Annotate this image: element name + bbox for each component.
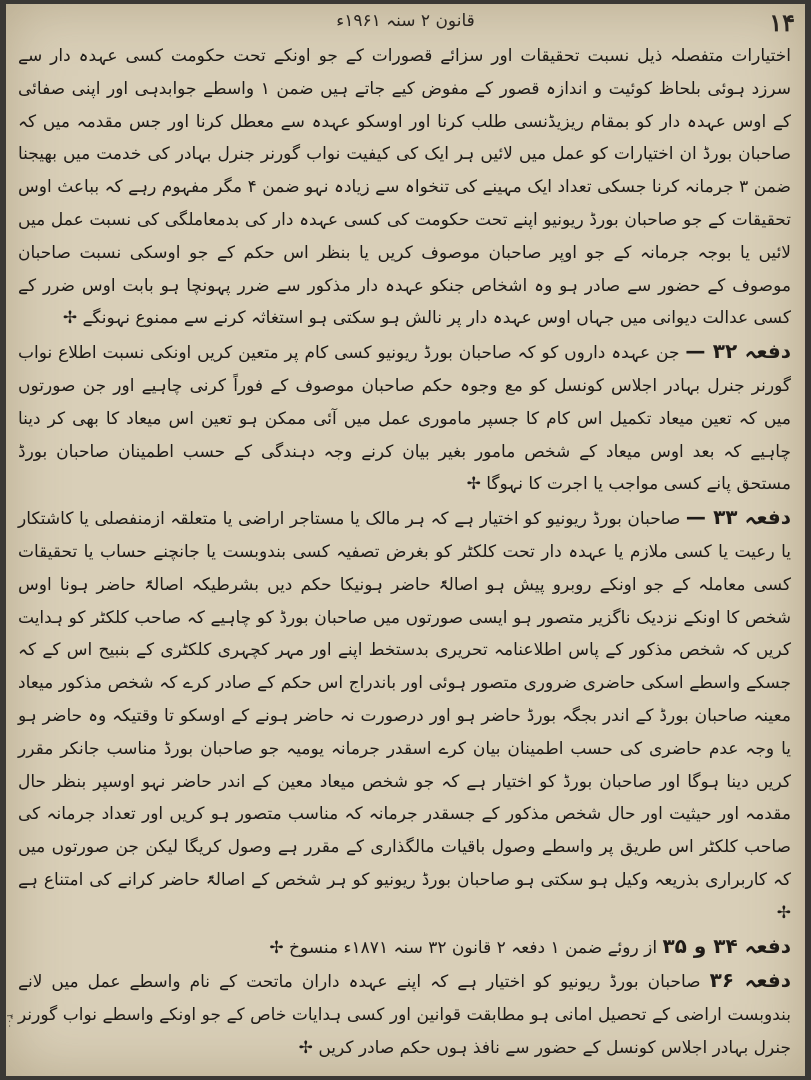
section-paragraph (18, 501, 791, 929)
section-paragraph (18, 335, 791, 501)
section-label: دفعہ ۳۲ — (685, 339, 791, 364)
section-label: دفعہ ۳۶ (709, 968, 791, 993)
section-text: صاحبان بورڈ ریونیو کو اختیار ہے کہ ہر مالک یا مستاجر اراضی یا متعلقہ ازمنفصلی یا کاشتکار یا رعیت یا کسی ملازم یا عہدہ دار تحت کلکٹر کو بغرض تصفیہ کسی بندوبست یا جانچنے حساب یا تحقیقات کسی معاملہ کے جو اونکے روبرو پیش ہو اصالۃً حاضر ہونیکا حکم دیں بشرطیکہ اصالۃً حاضر ہونا اوس شخص کا اونکے نزدیک ناگزیر متصور ہو ایسی صورتوں میں صاحبان بورڈ کو چاہیے کہ صاحب کلکٹر کو ہدایت کریں کہ شخص مذکور کے پاس اطلاعنامہ تحریری بدستخط اپنے اور مہر کچہری کلکٹری کے بنبیح اس کے کہ جسکے واسطے اسکی حاضری ضروری متصور ہوئی اور باندراج اس حکم کے صادر کرے کہ شخص مذکور میعاد معینہ صاحبان بورڈ کے اندر بجگہ بورڈ حاضر ہو اور درصورت نہ حاضر ہونے کے اوسکو تا وقتیکہ وہ حاضر ہو یا وجہ عدم حاضری کی حسب اطمینان بیان کرے اسقدر جرمانہ یومیہ جو صاحبان بورڈ مناسب جانکر مقرر کریں دینا ہوگا اور صاحبان بورڈ کو اختیار ہے کہ جو شخص میعاد معین کے اندر حاضر نہو اوسپر بنظر حال مقدمہ اور حیثیت اور حال شخص مذکور کے جسقدر جرمانہ کہ مناسب متصور ہو کریں اور تعداد جرمانہ کی صاحب کلکٹر اس طریق پر واسطے وصول باقیات مالگذاری کے مقرر ہے وصول کریگا لیکن جن صورتوں میں کہ کاربراری بذریعہ وکیل ہو سکتی ہو صاحبان بورڈ ریونیو کو ہر شخص کے اصالۃً حاضر کرانے کی امتناع ہے ✢ (18, 509, 791, 923)
section-label: دفعہ ۳۳ — (685, 505, 791, 530)
page-header (6, 8, 805, 38)
margin-note: ۳۰۰ (4, 1014, 14, 1029)
section-paragraph (18, 930, 791, 965)
section-text: صاحبان بورڈ ریونیو کو اختیار ہے کہ اپنے عہدہ داران ماتحت کے نام واسطے عمل میں لانے بندوبست اراضی کے تحصیل امانی ہو مطابقت قوانین اور کسی ہدایات خاص کے جو اونکے واسطے نواب گورنر جنرل بہادر اجلاس کونسل کے حضور سے نافذ ہوں حکم صادر کریں ✢ (18, 972, 791, 1058)
section-text: اختیارات متفصلہ ذیل نسبت تحقیقات اور سزائے قصورات کے جو اونکے تحت حکومت کسی عہدہ دار سے سرزد ہوئی بلحاظ کوئیت و اندازہ قصور کے مفوض کیے جاتے ہیں ضمن ۱ واسطے جوابدہی اور اپنی صفائی کے اوس عہدہ دار کو بمقام ریزیڈنسی طلب کرنا اور اوسکو عہدہ سے معطل کرنا اور جس مقدمہ میں کہ صاحبان بورڈ ان اختیارات کو عمل میں لائیں ہر ایک کی کیفیت نواب گورنر جنرل بہادر کی خدمت میں بھیجنا ضمن ۳ جرمانہ کرنا جسکی تعداد ایک مہینے کی تنخواہ سے زیادہ نہو ضمن ۴ مگر مفہوم رہے کہ بباعث اوس تحقیقات کے جو صاحبان بورڈ ریونیو اپنے تحت حکومت کی کسی عہدہ دار کی بدمعاملگی کی نسبت عمل میں لائیں یا بوجہ جرمانہ کے جو اوپر صاحبان موصوف کریں یا بنظر اس حکم کے جو اوسکی نسبت صاحبان موصوف کے حضور سے صادر ہو وہ اشخاص جنکو عہدہ دار مذکور سے ضرر پہونچا ہو بابت اوس ضرر کے کسی عدالت دیوانی میں جہاں اوس عہدہ دار پر نالش ہو سکتی ہو استغاثہ کرنے سے ممنوع نہونگے ✢ (18, 46, 792, 329)
running-title: قانون ۲ سنہ ۱۹۶۱ء (336, 11, 475, 31)
section-text: جن عہدہ داروں کو کہ صاحبان بورڈ ریونیو کسی کام پر متعین کریں اونکی نسبت اطلاع نواب گورنر جنرل بہادر اجلاس کونسل کو مع وجوہ حکم صاحبان موصوف کے فوراً کرنی چاہیے اور جن صورتوں میں کہ تعین میعاد تکمیل اس کام کا جسپر ماموری عمل میں آئی ممکن ہو تعین اس میعاد کا بھی کر دینا چاہیے کہ بعد اوس میعاد کے شخص مامور بغیر بیان کرنے وجہ دہندگی کے حسب اطمینان صاحبان بورڈ مستحق پانے کسی مواجب یا اجرت کا نہوگا ✢ (18, 343, 791, 495)
scanned-page (6, 4, 805, 1076)
page-number: ۱۴ (769, 8, 795, 37)
section-paragraph (18, 964, 791, 1064)
section-paragraph (18, 40, 791, 335)
document-body (18, 40, 791, 1066)
section-label: دفعہ ۳۴ و ۳۵ (662, 933, 791, 958)
section-text: از روئے ضمن ۱ دفعہ ۲ قانون ۳۲ سنہ ۱۸۷۱ء منسوخ ✢ (269, 937, 658, 958)
